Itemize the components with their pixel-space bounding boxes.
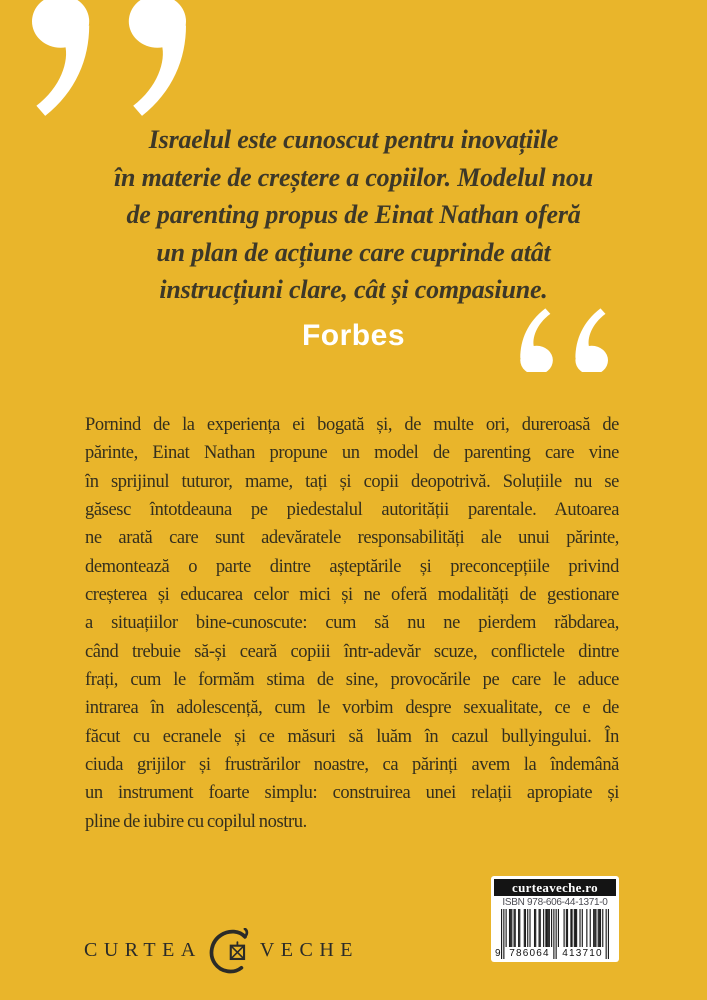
quote-line: de parenting propus de Einat Nathan oferă	[126, 200, 581, 229]
quote-line: în materie de creștere a copiilor. Modelul nou	[113, 162, 593, 192]
publisher-website: curteaveche.ro	[494, 879, 616, 896]
description-line: a situațiilor bine-cunoscute: cum să nu ne pierdem răbdarea,	[85, 613, 619, 634]
description-paragraph	[85, 411, 619, 836]
description-line: creșterea și educarea celor mici și ne oferă modalități de gestionare	[85, 585, 619, 606]
quote-line: Israelul este cunoscut pentru inovațiile	[148, 125, 559, 154]
isbn-text: ISBN 978-606-44-1371-0	[502, 897, 608, 908]
publisher-logo-icon	[206, 928, 252, 974]
publisher-name-right: VECHE	[259, 938, 359, 961]
publisher-name-left: CURTEA	[84, 938, 202, 961]
description-line: demontează o parte dintre așteptările și preconcepțiile privind	[85, 556, 619, 577]
barcode-digit-group: 9	[495, 948, 501, 959]
description-line: în sprijinul tuturor, mame, tați și copii deopotrivă. Soluțiile nu se	[85, 471, 619, 492]
description-line: părinte, Einat Nathan propune un model de parenting care vine	[85, 443, 619, 464]
description-line: pline de iubire cu copilul nostru.	[85, 811, 307, 832]
description-line: intrarea în adolescență, cum le vorbim despre sexualitate, ce e de	[85, 698, 619, 719]
description-line: făcut cu ecranele și ce măsuri să luăm în cazul bullyingului. În	[85, 726, 619, 747]
publisher-wordmark	[84, 924, 359, 976]
description-line: Pornind de la experiența ei bogată și, de multe ori, dureroasă de	[85, 415, 619, 435]
barcode-digit-group: 413710	[562, 948, 603, 959]
description-line: găsesc întotdeauna pe piedestalul autorității parentale. Autoarea	[85, 500, 619, 521]
press-quote	[70, 121, 637, 309]
barcode-digit-group: 786064	[509, 948, 550, 959]
description-line: ne arată care sunt adevăratele responsabilități ale unui părinte,	[85, 528, 619, 549]
closing-quote-icon	[32, 0, 197, 122]
barcode-digits	[495, 948, 609, 960]
quote-attribution: Forbes	[301, 319, 406, 352]
description-line: când trebuie să-și ceară copiii într-adevăr scuze, conflictele dintre	[85, 641, 619, 662]
quote-line: instrucțiuni clare, cât și compasiune.	[159, 275, 548, 304]
barcode-icon	[495, 909, 609, 959]
barcode-block	[491, 876, 619, 962]
quote-line: un plan de acțiune care cuprinde atât	[156, 237, 551, 267]
opening-quote-icon	[514, 305, 608, 372]
description-line: frați, cum le formăm stima de sine, provocările pe care le aduce	[85, 670, 619, 691]
description-line: un instrument foarte simplu: construirea unei relații apropiate și	[85, 783, 619, 804]
description-line: ciuda grijilor și frustrărilor noastre, ca părinți avem la îndemână	[85, 755, 619, 776]
